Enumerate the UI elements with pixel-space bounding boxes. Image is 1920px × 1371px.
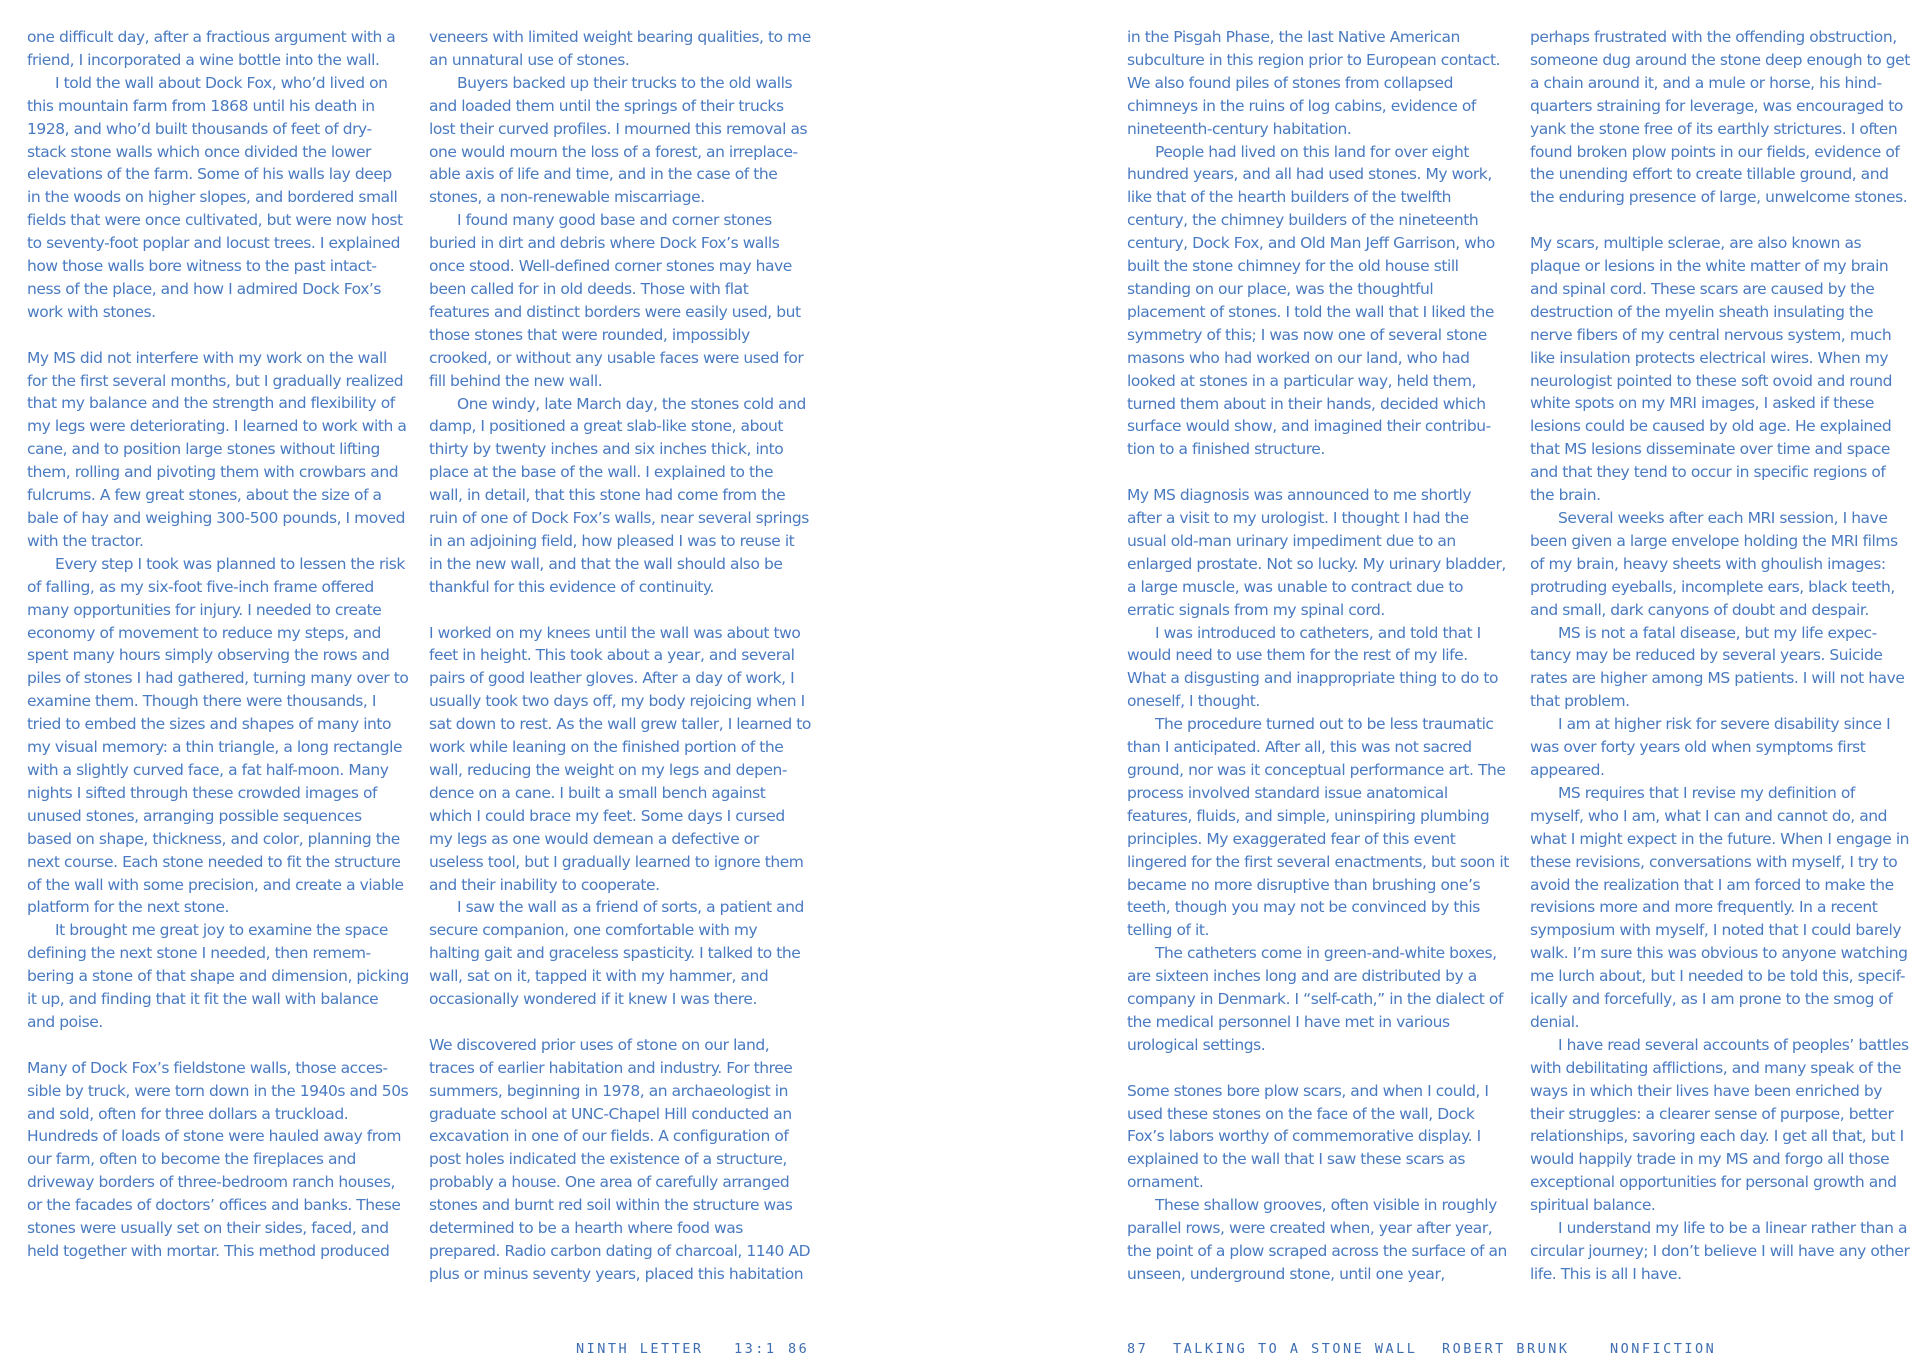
text-column-2 — [429, 26, 811, 1286]
right-page — [960, 0, 1920, 1371]
text-column-1 — [27, 26, 409, 1263]
footer-journal-name: NINTH LETTER — [576, 1341, 704, 1357]
paragraph: People had lived on this land for over eight hundred years, and all had used stones. My work, like that of the hearth builders of the twelfth century, the chimney builders of the nineteenth century, Dock Fox, and Old Man Jeff Garrison, who built the stone chimney for the old house still standing on our place, was the thoughtful placement of stones. I told the wall that I liked the symmetry of this; I was now one of several stone masons who had worked on our land, who had looked at stones in a particular way, held them, turned them about in their hands, decided which surface would show, and imagined their contribu-tion to a finished structure. — [1127, 142, 1495, 459]
paragraph: It brought me great joy to examine the space defining the next stone I needed, then remem-bering a stone of that shape and dimension, picking it up, and finding that it fit the wall with balance and poise. — [27, 921, 409, 1031]
text-column-3 — [1127, 26, 1509, 1286]
paragraph: Every step I took was planned to lessen the risk of falling, as my six-foot five-inch frame offered many opportunities for injury. I needed to create economy of movement to reduce my steps, and spent many hours simply observing the rows and piles of stones I had gathered, turning many over to examine them. Though there were thousands, I tried to embed the sizes and shapes of many into my visual memory: a thin triangle, a long rectangle with a slightly curved face, a fat half-moon. Many nights I sifted through these crowded images of unused stones, arranging possible sequences based on shape, thickness, and color, planning the next course. Each stone needed to fit the structure of the wall with some precision, and create a viable platform for the next stone. — [27, 554, 409, 917]
paragraph: one difficult day, after a fractious argument with a friend, I incorporated a wine bottle into the wall. — [27, 28, 396, 69]
paragraph: The procedure turned out to be less traumatic than I anticipated. After all, this was not sacred ground, nor was it conceptual performance art. The process involved standard issue anatomical features, fluids, and simple, uninspiring plumbing principles. My exaggerated fear of this event lingered for the first several enactments, but soon it became no more disruptive than brushing one’s teeth, though you may not be convinced by this telling of it. — [1127, 715, 1509, 940]
footer-page-number-right: 87 — [1127, 1341, 1149, 1357]
paragraph: Some stones bore plow scars, and when I could, I used these stones on the face of the wall, Dock Fox’s labors worthy of commemorative display. I explained to the wall that I saw these scars as ornament. — [1127, 1081, 1489, 1192]
footer-genre: NONFICTION — [1610, 1341, 1717, 1357]
footer-issue: 13:1 — [734, 1341, 777, 1357]
paragraph: I am at higher risk for severe disability since I was over forty years old when symptoms first appeared. — [1530, 715, 1891, 779]
paragraph: MS requires that I revise my definition of myself, who I am, what I can and cannot do, and what I might expect in the future. When I engage in these revisions, conversations with myself, I try to avoid the realization that I am forced to make the revisions more and more frequently. In a recent symposium with myself, I noted that I could barely walk. I’m sure this was obvious to anyone watching me lurch about, but I needed to be told this, specif-ically and forcefully, as I am prone to the smog of denial. — [1530, 783, 1910, 1031]
footer-article-title: TALKING TO A STONE WALL — [1173, 1341, 1418, 1357]
paragraph: I understand my life to be a linear rather than a circular journey; I don’t believe I will have any other life. This is all I have. — [1530, 1219, 1910, 1283]
paragraph: My MS diagnosis was announced to me shortly after a visit to my urologist. I thought I had the usual old-man urinary impediment due to an enlarged prostate. Not so lucky. My urinary bladder, a large muscle, was unable to contract due to erratic signals from my spinal cord. — [1127, 486, 1506, 619]
paragraph: My scars, multiple sclerae, are also known as plaque or lesions in the white matter of my brain and spinal cord. These scars are caused by the destruction of the myelin sheath insulating the nerve fibers of my central nervous system, much like insulation protects electrical wires. When my neurologist pointed to these soft ovoid and round white spots on my MRI images, I asked if these lesions could be caused by old age. He explained that MS lesions disseminate over time and space and that they tend to occur in specific regions of the brain. — [1530, 234, 1893, 505]
paragraph: We discovered prior uses of stone on our land, traces of earlier habitation and industry. For three summers, beginning in 1978, an archaeologist in graduate school at UNC-Chapel Hill conducted an excavation in one of our fields. A configuration of post holes indicated the existence of a structure, probably a house. One area of carefully arranged stones and burnt red soil within the structure was determined to be a hearth where food was prepared. Radio carbon dating of charcoal, 1140 AD plus or minus seventy years, placed this habitation — [429, 1035, 811, 1283]
paragraph: The catheters come in green-and-white boxes, are sixteen inches long and are distributed by a company in Denmark. I “self-cath,” in the dialect of the medical personnel I have met in various urological settings. — [1127, 944, 1503, 1054]
paragraph: perhaps frustrated with the offending obstruction, someone dug around the stone deep enough to get a chain around it, and a mule or horse, his hind-quarters straining for leverage, was encouraged to yank the stone free of its earthly strictures. I often found broken plow points in our fields, evidence of the unending effort to create tillable ground, and the enduring presence of large, unwelcome stones. — [1530, 28, 1910, 207]
text-column-4 — [1530, 26, 1912, 1286]
paragraph: in the Pisgah Phase, the last Native American subculture in this region prior to European contact. We also found piles of stones from collapsed chimneys in the ruins of log cabins, evidence of nineteenth-century habitation. — [1127, 28, 1501, 138]
paragraph: MS is not a fatal disease, but my life expec-tancy may be reduced by several years. Suicide rates are higher among MS patients. I will not have that problem. — [1530, 623, 1905, 711]
paragraph: veneers with limited weight bearing qualities, to me an unnatural use of stones. — [429, 28, 811, 69]
paragraph: I found many good base and corner stones buried in dirt and debris where Dock Fox’s walls once stood. Well-defined corner stones may have been called for in old deeds. Those with flat features and distinct borders were easily used, but those stones that were rounded, impossibly crooked, or without any usable faces were used for fill behind the new wall. — [429, 211, 804, 390]
paragraph: Many of Dock Fox’s fieldstone walls, those acces-sible by truck, were torn down in the 1940s and 50s and sold, often for three dollars a truckload. Hundreds of loads of stone were hauled away from our farm, often to become the fireplaces and driveway borders of three-bedroom ranch houses, or the facades of doctors’ offices and banks. These stones were usually set on their sides, faced, and held together with mortar. This method produced — [27, 1058, 409, 1260]
paragraph: Buyers backed up their trucks to the old walls and loaded them until the springs of their trucks lost their curved profiles. I mourned this removal as one would mourn the loss of a forest, an irreplace-able axis of life and time, and in the case of the stones, a non-renewable miscarriage. — [429, 73, 808, 207]
paragraph: I was introduced to catheters, and told that I would need to use them for the rest of my life. What a disgusting and inappropriate thing to do to oneself, I thought. — [1127, 623, 1499, 711]
footer-author: ROBERT BRUNK — [1442, 1341, 1570, 1357]
paragraph: My MS did not interfere with my work on the wall for the first several months, but I gradually realized that my balance and the strength and flexibility of my legs were deteriorating. I learned to work with a cane, and to position large stones without lifting them, rolling and pivoting them with crowbars and fulcrums. A few great stones, about the size of a bale of hay and weighing 300-500 pounds, I moved with the tractor. — [27, 348, 407, 550]
paragraph: I worked on my knees until the wall was about two feet in height. This took about a year, and several pairs of good leather gloves. After a day of work, I usually took two days off, my body rejoicing when I sat down to rest. As the wall grew taller, I learned to work while leaning on the finished portion of the wall, reducing the weight on my legs and depen-dence on a cane. I built a small bench against which I could brace my feet. Some days I cursed my legs as one would demean a defective or useless tool, but I gradually learned to ignore them and their inability to cooperate. — [429, 623, 811, 894]
paragraph: I saw the wall as a friend of sorts, a patient and secure companion, one comfortable with my halting gait and graceless spasticity. I talked to the wall, sat on it, tapped it with my hammer, and occasionally wondered if it knew I was there. — [429, 898, 804, 1009]
paragraph: These shallow grooves, often visible in roughly parallel rows, were created when, year after year, the point of a plow scraped across the surface of an unseen, underground stone, until one year, — [1127, 1196, 1507, 1283]
footer-page-number-left: 86 — [788, 1341, 810, 1357]
paragraph: Several weeks after each MRI session, I have been given a large envelope holding the MRI films of my brain, heavy sheets with ghoulish images: protruding eyeballs, incomplete ears, black teeth, and small, dark canyons of doubt and despair. — [1530, 509, 1898, 619]
paragraph: One windy, late March day, the stones cold and damp, I positioned a great slab-like stone, about thirty by twenty inches and six inches thick, into place at the base of the wall. I explained to the wall, in detail, that this stone had come from the ruin of one of Dock Fox’s walls, near several springs in an adjoining field, how pleased I was to reuse it in the new wall, and that the wall should also be thankful for this evidence of continuity. — [429, 394, 809, 596]
paragraph: I told the wall about Dock Fox, who’d lived on this mountain farm from 1868 until his death in 1928, and who’d built thousands of feet of dry-stack stone walls which once divided the lower elevations of the farm. Some of his walls lay deep in the woods on higher slopes, and bordered small fields that were once cultivated, but were now host to seventy-foot poplar and locust trees. I explained how those walls bore witness to the past intact-ness of the place, and how I admired Dock Fox’s work with stones. — [27, 73, 403, 321]
paragraph: I have read several accounts of peoples’ battles with debilitating afflictions, and many speak of the ways in which their lives have been enriched by their struggles: a clearer sense of purpose, better relationships, savoring each day. I get all that, but I would happily trade in my MS and forgo all those exceptional opportunities for personal growth and spiritual balance. — [1530, 1035, 1909, 1215]
